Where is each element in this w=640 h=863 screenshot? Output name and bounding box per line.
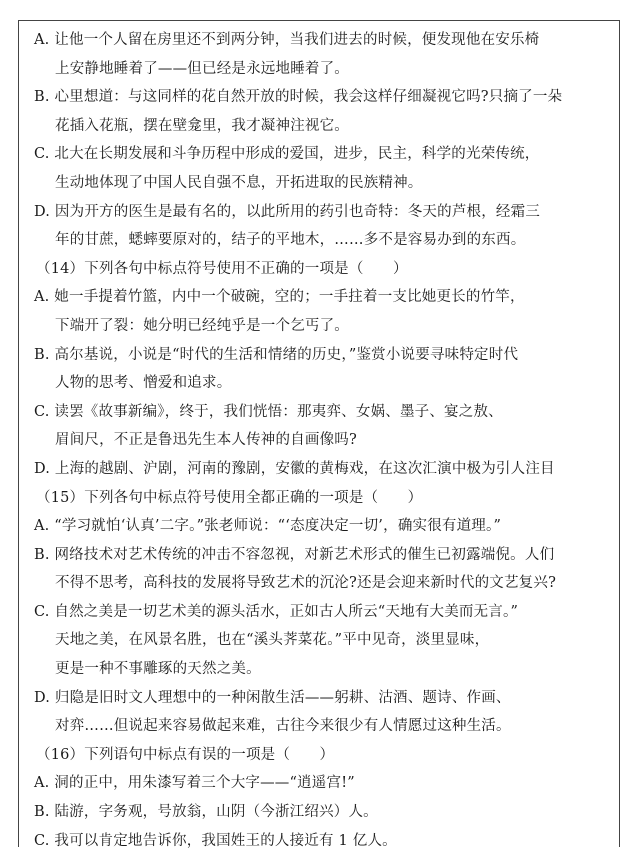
text-line: 生动地体现了中国人民自强不息，开拓进取的民族精神。 — [55, 174, 423, 191]
question-heading: （16）下列语句中标点有误的一项是（ ） — [36, 746, 335, 763]
text-line: 不得不思考，高科技的发展将导致艺术的沉沦?还是会迎来新时代的文艺复兴? — [55, 575, 557, 592]
text-line: D. 上海的越剧、沪剧，河南的豫剧，安徽的黄梅戏，在这次汇演中极为引人注目 — [34, 460, 555, 477]
text-line: C. 自然之美是一切艺术美的源头活水，正如古人所云“天地有大美而无言。” — [34, 603, 519, 620]
text-line: 人物的思考、憎爱和追求。 — [55, 375, 232, 392]
text-line: 对弈……但说起来容易做起来难，古往今来很少有人情愿过这种生活。 — [55, 718, 511, 735]
text-line: A. 洞的正中，用朱漆写着三个大字——“逍遥宫!” — [34, 775, 355, 792]
text-line: A. “学习就怕‘认真’二字。”张老师说：“‘态度决定一切’，确实很有道理。” — [34, 518, 502, 535]
text-line: 更是一种不事雕琢的天然之美。 — [55, 661, 261, 678]
text-line: B. 心里想道：与这同样的花自然开放的时候，我会这样仔细凝视它吗?只摘了一朵 — [34, 89, 563, 106]
text-line: C. 我可以肯定地告诉你，我国姓王的人接近有 1 亿人。 — [34, 832, 397, 849]
text-line: 年的甘蔗，蟋蟀要原对的，结子的平地木，……多不是容易办到的东西。 — [55, 232, 526, 249]
question-heading: （15）下列各句中标点符号使用全都正确的一项是（ ） — [36, 489, 423, 506]
text-line: D. 归隐是旧时文人理想中的一种闲散生活——躬耕、沽酒、题诗、作画、 — [34, 689, 511, 706]
text-line: 花插入花瓶，摆在壁龛里，我才凝神注视它。 — [55, 117, 349, 134]
question-heading: （14）下列各句中标点符号使用不正确的一项是（ ） — [36, 260, 408, 277]
text-line: C. 北大在长期发展和斗争历程中形成的爱国，进步，民主，科学的光荣传统， — [34, 146, 540, 163]
text-line: 上安静地睡着了——但已经是永远地睡着了。 — [55, 60, 349, 77]
document-body — [34, 26, 614, 855]
text-line: A. 让他一个人留在房里还不到两分钟，当我们进去的时候，便发现他在安乐椅 — [34, 32, 540, 48]
text-line: 下端开了裂：她分明已经纯乎是一个乞丐了。 — [55, 317, 349, 334]
text-line: A. 她一手提着竹篮，内中一个破碗，空的；一手拄着一支比她更长的竹竿， — [34, 289, 525, 306]
text-line: B. 陆游，字务观，号放翁，山阴（今浙江绍兴）人。 — [34, 804, 378, 821]
text-line: 眉间尺，不正是鲁迅先生本人传神的自画像吗? — [55, 432, 357, 449]
text-line: D. 因为开方的医生是最有名的，以此所用的药引也奇特：冬天的芦根，经霜三 — [34, 203, 541, 220]
text-line: 天地之美，在风景名胜，也在“溪头荠菜花。”平中见奇，淡里显味， — [55, 632, 490, 649]
text-line: B. 高尔基说，小说是“时代的生活和情绪的历史，”鉴赏小说要寻味特定时代 — [34, 346, 519, 363]
text-line: B. 网络技术对艺术传统的冲击不容忽视，对新艺术形式的催生已初露端倪。人们 — [34, 546, 555, 563]
text-line: C. 读罢《故事新编》，终于，我们恍悟：那夷弈、女娲、墨子、宴之敖、 — [34, 403, 503, 420]
